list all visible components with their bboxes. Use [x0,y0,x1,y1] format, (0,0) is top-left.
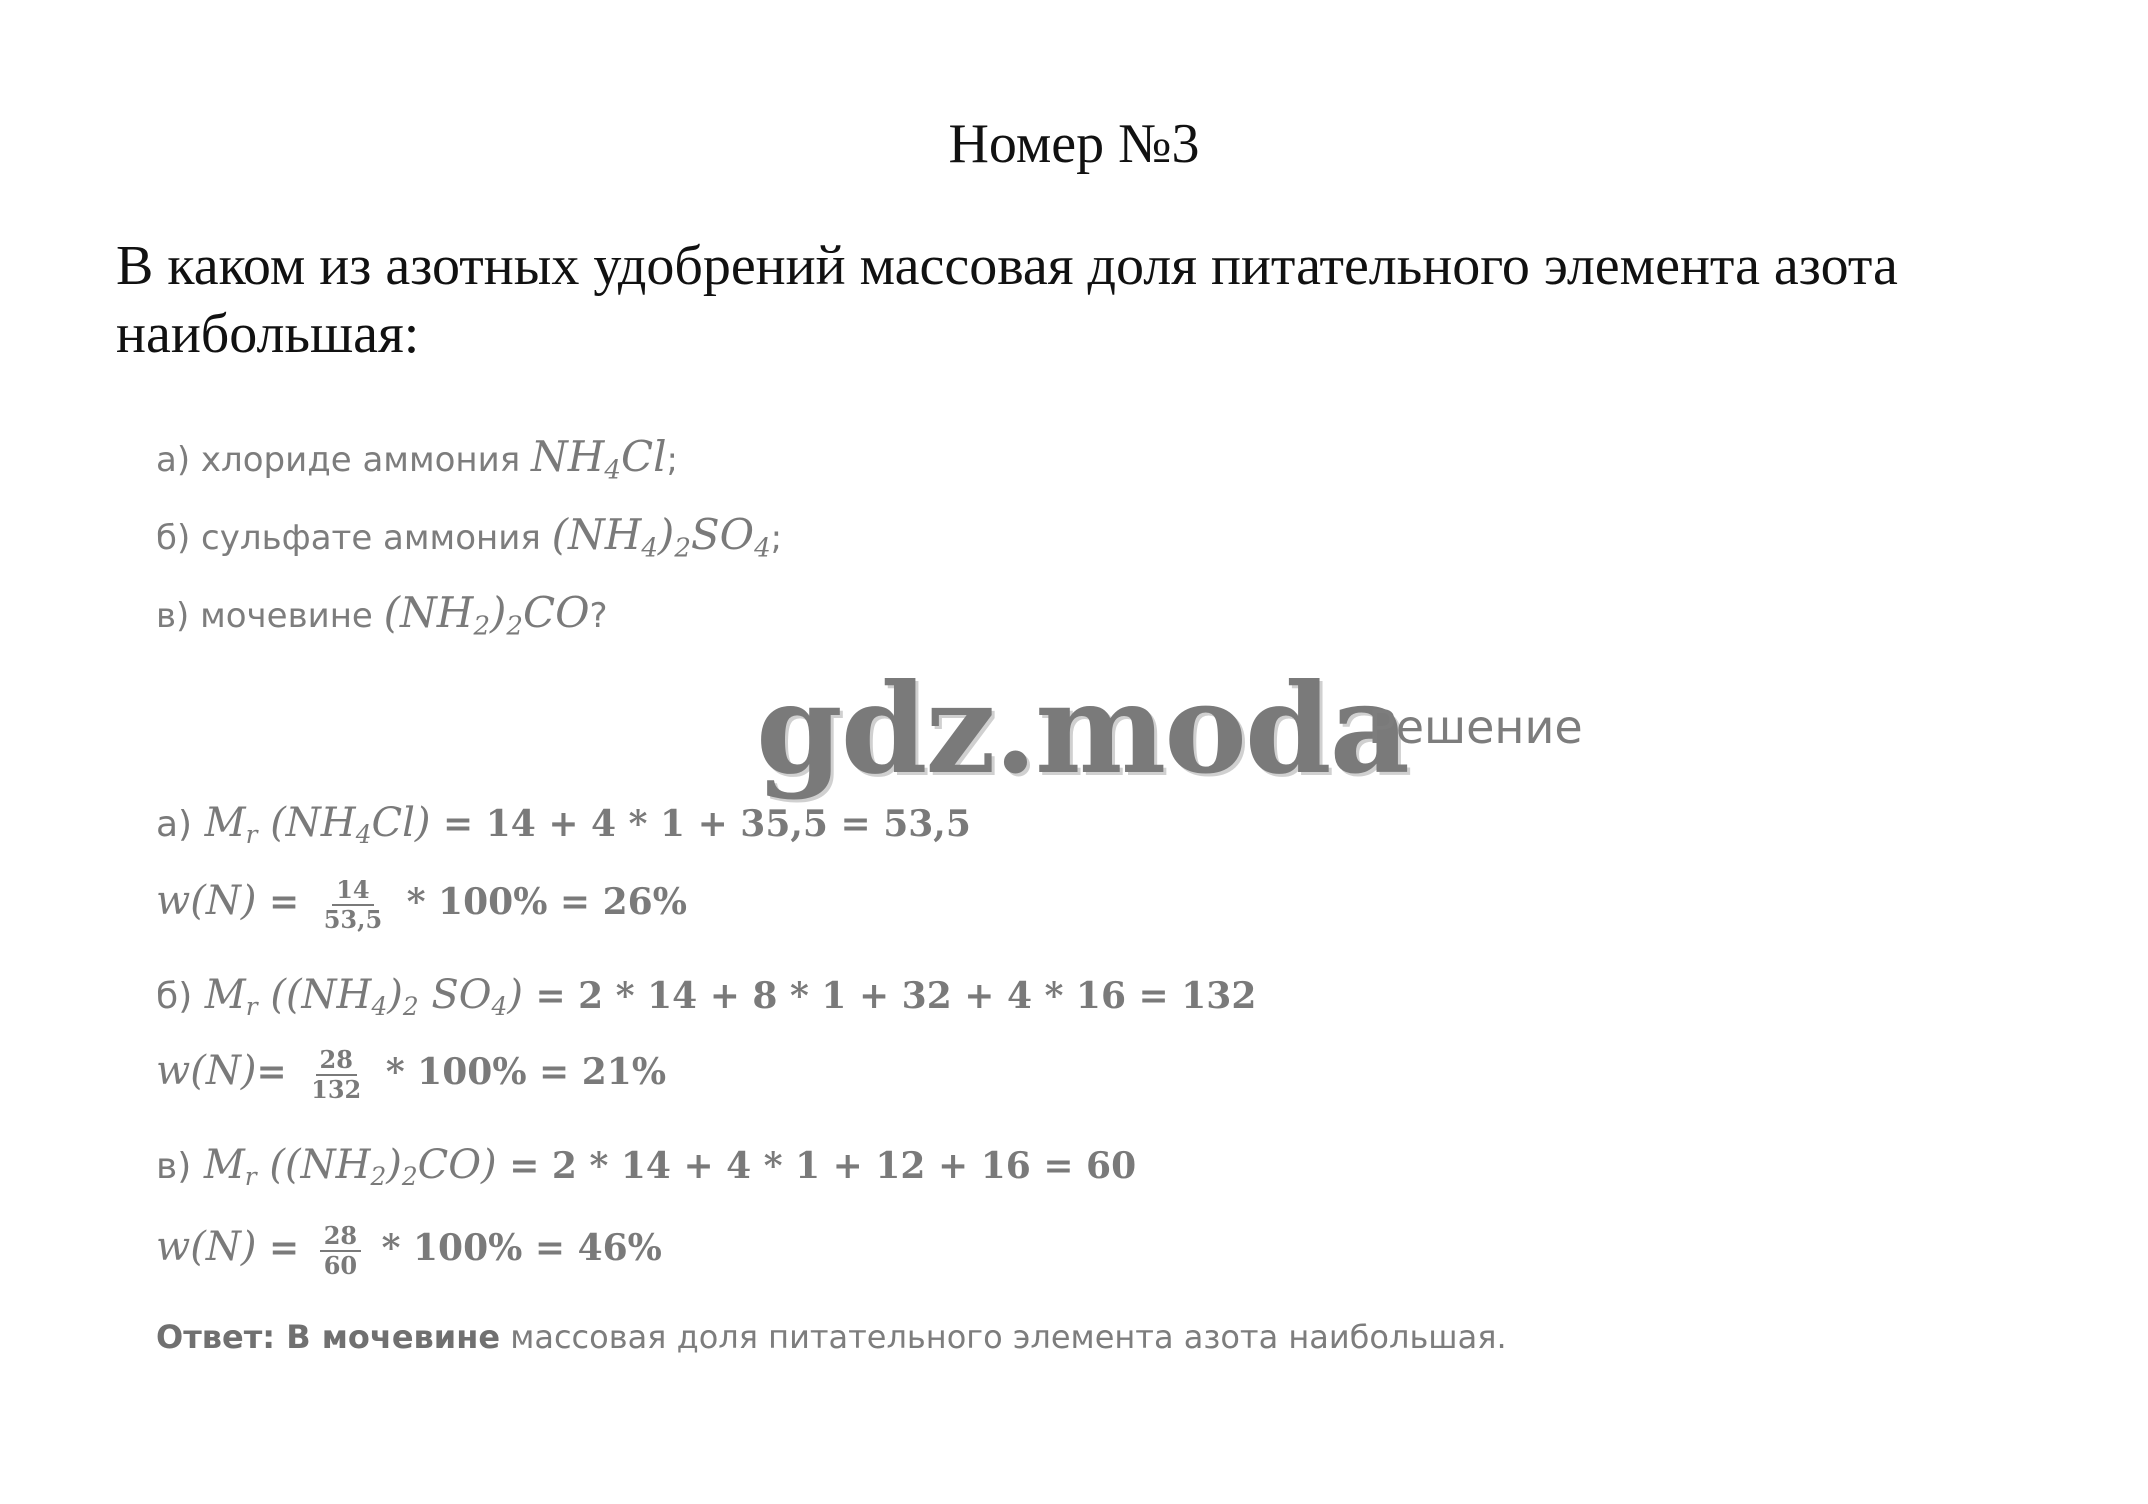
option-b [156,510,783,564]
solution-a-w-symbol: w(N) [156,878,257,924]
option-b-formula: $(NH_4)_2SO_4$ [551,510,771,564]
solution-c-mr [156,1142,1137,1191]
solution-b-formula: $M_r$ ($(NH_4)_2$ $SO_4$) [204,972,523,1021]
option-b-label: б) сульфате аммония [156,518,541,558]
option-b-end: ; [770,518,783,558]
solution-b-w-symbol: w(N) [156,1048,257,1094]
question-line-1: В каком из азотных удобрений массовая доля питательного элемента азота [116,235,1898,297]
solution-c-w-symbol: w(N) [156,1224,257,1270]
solution-heading: Решение [1368,700,1583,754]
option-c-label: в) мочевине [156,596,373,636]
solution-b-w: w(N)= $\frac{28}{132}$ * 100% = 21% [156,1045,667,1104]
option-a-label: а) хлориде аммония [156,440,521,480]
solution-c-expression: = 2 * 14 + 4 * 1 + 12 + 16 = 60 [509,1145,1137,1187]
answer-line [156,1318,1507,1356]
page-title: Номер №3 [948,113,1200,175]
solution-c-formula: $M_r$ $((NH_2)_2CO)$ [203,1142,497,1191]
option-a-formula: $NH_4Cl$ [531,432,667,486]
question-text [116,232,2076,368]
solution-a-mr [156,800,971,849]
solution-a-w: w(N) = $\frac{14}{53,5}$ * 100% = 26% [156,875,687,934]
watermark-logo: gdz.moda [756,657,1408,802]
solution-a-w-result: * 100% = 26% [406,881,687,923]
option-a [156,432,679,486]
option-c-end: ? [589,596,608,636]
solution-b-mr [156,972,1257,1021]
solution-a-formula: $M_r$ $(NH_4Cl)$ [204,800,431,849]
solution-b-w-result: * 100% = 21% [385,1051,667,1093]
option-c [156,588,608,642]
solution-b-expression: = 2 * 14 + 8 * 1 + 32 + 4 * 16 = 132 [535,975,1257,1017]
answer-bold: Ответ: В мочевине [156,1318,501,1356]
solution-c-fraction: $\frac{28}{60}$ [320,1222,361,1280]
solution-c-w: w(N) = $\frac{28}{60}$ * 100% = 46% [156,1221,662,1280]
solution-a-expression: = 14 + 4 * 1 + 35,5 = 53,5 [443,803,971,845]
solution-c-label: в) [156,1146,192,1187]
option-c-formula: $(NH_2)_2CO$ [383,588,590,642]
solution-a-label: а) [156,804,193,845]
solution-b-fraction: $\frac{28}{132}$ [311,1045,362,1104]
question-line-2: наибольшая: [116,303,420,365]
answer-rest: массовая доля питательного элемента азота наибольшая. [500,1318,1507,1356]
solution-c-w-result: * 100% = 46% [381,1227,662,1269]
solution-a-fraction: $\frac{14}{53,5}$ [323,875,383,934]
option-a-end: ; [666,440,679,480]
solution-b-label: б) [156,976,193,1017]
